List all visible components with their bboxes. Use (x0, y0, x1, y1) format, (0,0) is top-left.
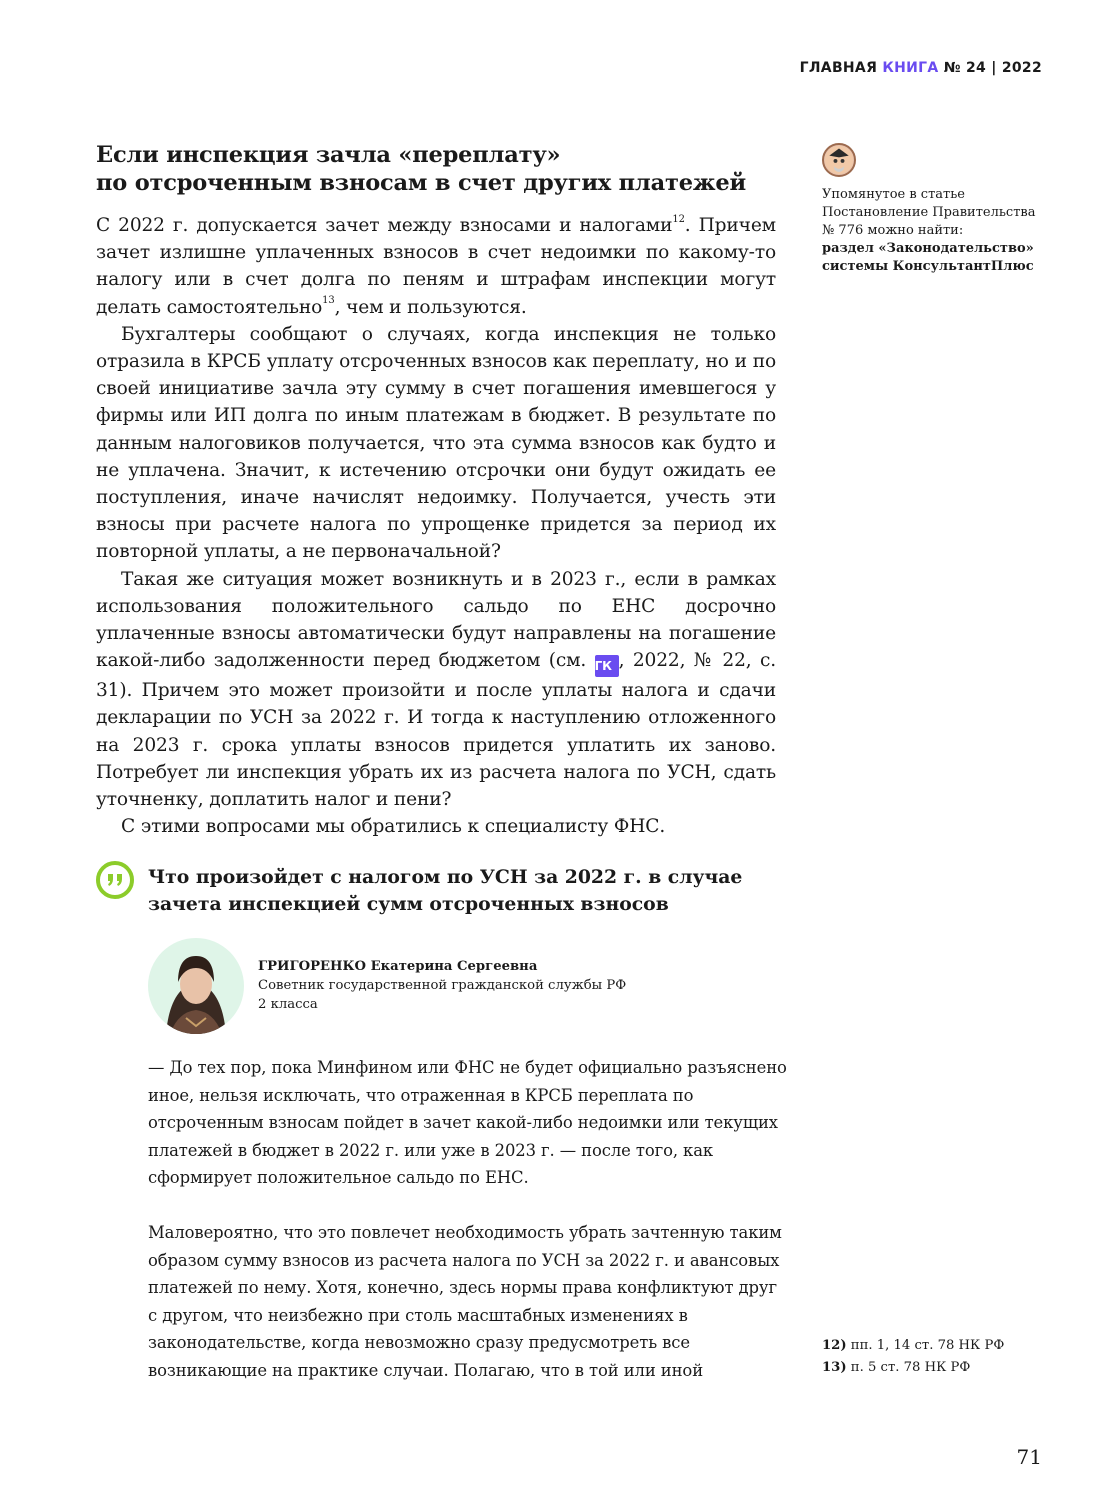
expert-answer (148, 1054, 788, 1384)
magazine-header (800, 60, 1042, 76)
paragraph: Такая же ситуация может возникнуть и в 2023 г., если в рамках использования положительного сальдо по ЕНС досрочно уплаченные взносы автоматически будут направлены на погашение какой-либо задолженности перед бюджетом (см. ГК , 2022, № 22, с. 31). Причем это может произойти и после уплаты налога и сдачи декларации по УСН за 2022 г. И тогда к наступлению отложенного на 2023 г. срока уплаты взносов придется уплатить их заново. Потребует ли инспекция убрать их из расчета налога по УСН, сдать уточненку, доплатить налог и пени? (96, 568, 776, 811)
expert-position: Советник государственной гражданской службы РФ (258, 978, 627, 993)
paragraph: Бухгалтеры сообщают о случаях, когда инспекция не только отразила в КРСБ уплату отсроченных взносов как переплату, но и по своей инициативе зачла эту сумму в счет погашения имевшегося у фирмы или ИП долга по иным платежам в бюджет. В результате по данным налоговиков получается, что эта сумма взносов как будто и не уплачена. Значит, к истечению отсрочки они будут ожидать ее поступления, иначе начислят недоимку. Получается, учесть эти взносы при расчете налога по упрощенке придется за период их повторной уплаты, а не первоначальной? (96, 323, 776, 563)
consultant-mascot-icon (822, 143, 856, 177)
answer-paragraph: Маловероятно, что это повлечет необходимость убрать зачтенную таким образом сумму взносов из расчета налога по УСН за 2022 г. и авансовых платежей по нему. Хотя, конечно, здесь нормы права конфликтуют друг с другом, что неизбежно при столь масштабных изменениях в законодательстве, когда невозможно сразу предусмотреть все возникающие на практике случаи. Полагаю, что в той или иной (148, 1223, 782, 1380)
footnote-ref[interactable]: 12 (672, 213, 685, 225)
gk-logo-icon[interactable]: ГК (595, 655, 619, 677)
paragraph: С 2022 г. допускается зачет между взносами и налогами$^{12}$. Причем зачет излишне уплаченных взносов в счет недоимки по какому-то налогу или в счет долга по пеням и штрафам инспекции могут делать самостоятельно$^{13}$, чем и пользуются. (96, 213, 776, 318)
expert-rank: 2 класса (258, 997, 318, 1012)
footnote-ref[interactable]: 13 (322, 295, 335, 307)
footnote: 12) пп. 1, 14 ст. 78 НК РФ (822, 1338, 1005, 1353)
answer-paragraph: — До тех пор, пока Минфином или ФНС не будет официально разъяснено иное, нельзя исключать, что отраженная в КРСБ переплата по отсроченным взносам пойдет в зачет какой-либо недоимки или текущих платежей в бюджет в 2022 г. или уже в 2023 г. — после того, как сформирует положительное сальдо по ЕНС. (148, 1058, 787, 1187)
brand-name-accent: КНИГА (882, 60, 939, 76)
article-body (96, 212, 776, 840)
issue-number: № 24 | 2022 (943, 60, 1042, 76)
footnotes (822, 1335, 1072, 1379)
page-number: 71 (1016, 1445, 1042, 1469)
paragraph: С этими вопросами мы обратились к специалисту ФНС. (121, 816, 666, 838)
expert-photo (148, 938, 244, 1034)
brand-name: ГЛАВНАЯ (799, 60, 878, 76)
question-title: Что произойдет с налогом по УСН за 2022 г. в случае зачета инспекцией сумм отсроченных взносов (148, 866, 743, 915)
expert-info (258, 957, 658, 1014)
article-title: Если инспекция зачла «переплату» по отсроченным взносам в счет других платежей (96, 142, 746, 196)
footnote: 13) п. 5 ст. 78 НК РФ (822, 1360, 971, 1375)
expert-name: ГРИГОРЕНКО Екатерина Сергеевна (258, 959, 538, 974)
sidebar-note: Упомянутое в статье Постановление Правительства № 776 можно найти: раздел «Законодательство» системы КонсультантПлюс (822, 143, 1052, 276)
quote-icon (95, 860, 135, 900)
